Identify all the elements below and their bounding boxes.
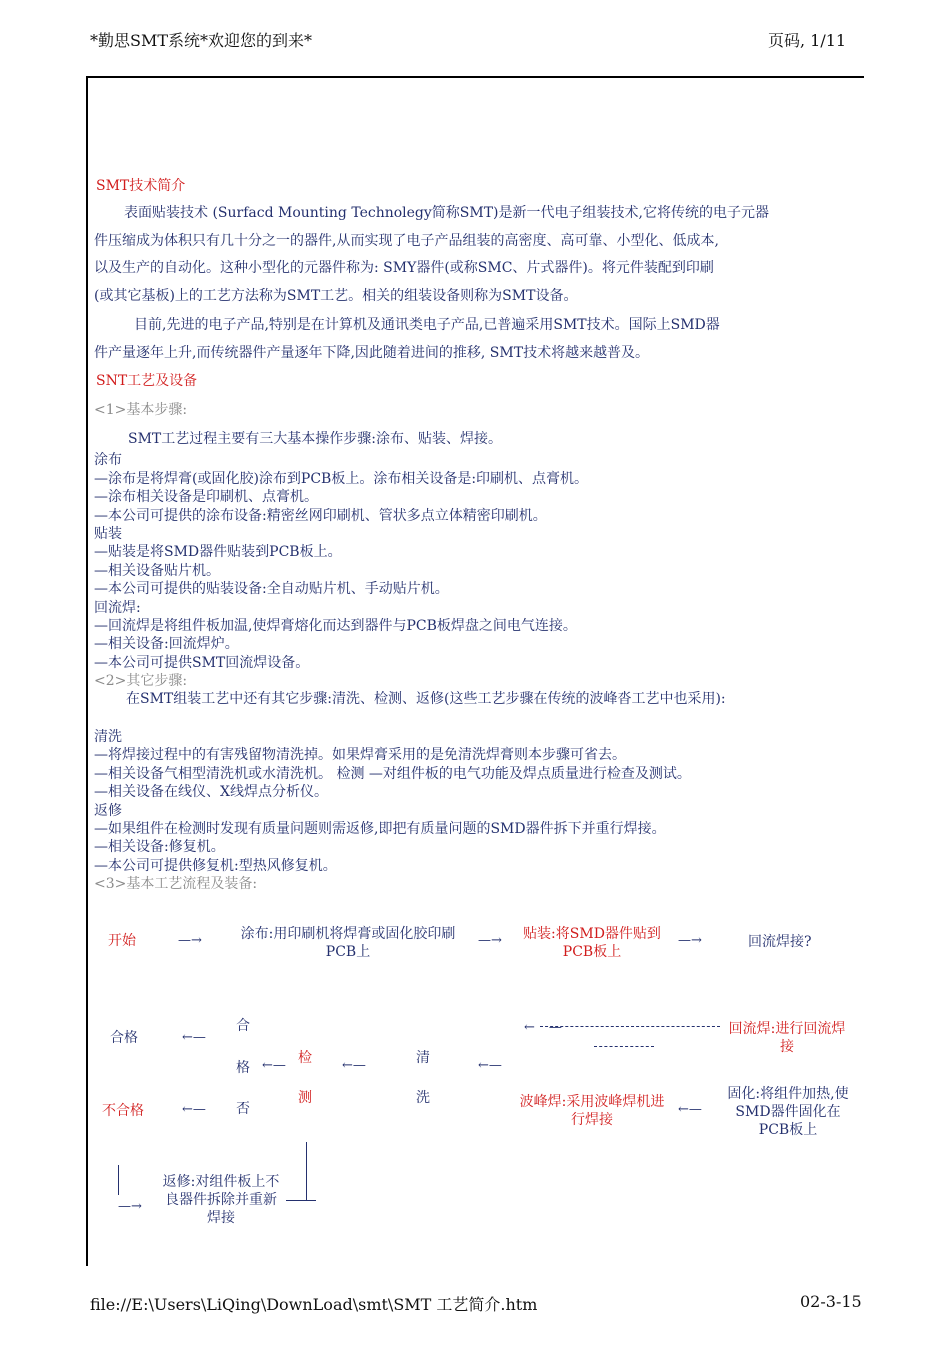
flow-coat: 涂布:用印刷机将焊膏或固化胶印刷PCB上 bbox=[240, 926, 456, 960]
flow-connector-line bbox=[306, 1142, 307, 1200]
body-line: —贴装是将SMD器件贴装到PCB板上。 bbox=[94, 544, 342, 560]
body-line: —本公司可提供SMT回流焊设备。 bbox=[94, 655, 310, 671]
arrow-left-icon: ←— bbox=[678, 1102, 702, 1117]
arrow-left-icon: ←— bbox=[342, 1058, 366, 1073]
body-line: 清洗 bbox=[94, 729, 122, 745]
flow-start: 开始 bbox=[108, 933, 136, 949]
flow-connector-line bbox=[286, 1200, 316, 1201]
flow-clean: 清洗 bbox=[416, 1050, 430, 1106]
step2-label: <2>其它步骤: bbox=[94, 673, 188, 689]
body-line: —本公司可提供的涂布设备:精密丝网印刷机、管状多点立体精密印刷机。 bbox=[94, 508, 547, 524]
flow-reflow: 回流焊:进行回流焊接 bbox=[728, 1021, 846, 1055]
intro-paragraph-line: 表面贴装技术 (Surfacd Mounting Technolegy简称SMT)是新一代电子组装技术,它将传统的电子元器 bbox=[124, 205, 769, 221]
body-line: 贴装 bbox=[94, 526, 122, 542]
intro-paragraph-line: 件压缩成为体积只有几十分之一的器件,从而实现了电子产品组装的高密度、高可靠、小型化、低成本, bbox=[94, 233, 719, 249]
arrow-left-icon: ←— bbox=[524, 1020, 576, 1035]
arrow-left-icon: ←— bbox=[182, 1102, 206, 1117]
body-line: —将焊接过程中的有害残留物清洗掉。如果焊膏采用的是免清洗焊膏则本步骤可省去。 bbox=[94, 747, 626, 763]
body-line: —相关设备:修复机。 bbox=[94, 839, 225, 855]
flow-connector-line bbox=[540, 1026, 720, 1027]
arrow-left-icon: ←— bbox=[262, 1058, 286, 1073]
flow-wave: 波峰焊:采用波峰焊机进行焊接 bbox=[519, 1094, 665, 1128]
arrow-left-icon: ←— bbox=[182, 1030, 206, 1045]
body-line: 返修 bbox=[94, 803, 122, 819]
body-line: 涂布 bbox=[94, 452, 122, 468]
body-line: —本公司可提供的贴装设备:全自动贴片机、手动贴片机。 bbox=[94, 581, 449, 597]
intro-paragraph-line: 目前,先进的电子产品,特别是在计算机及通讯类电子产品,已普遍采用SMT技术。国际上SMD器 bbox=[134, 317, 720, 333]
flow-qualified-char: 格 bbox=[236, 1060, 250, 1076]
arrow-right-icon: —→ bbox=[478, 933, 502, 948]
intro-paragraph-line: (或其它基板)上的工艺方法称为SMT工艺。相关的组装设备则称为SMT设备。 bbox=[94, 288, 578, 304]
frame-left-rule bbox=[86, 76, 88, 1266]
body-line: —本公司可提供修复机:型热风修复机。 bbox=[94, 858, 337, 874]
body-line: —涂布是将焊膏(或固化胶)涂布到PCB板上。涂布相关设备是:印刷机、点膏机。 bbox=[94, 471, 589, 487]
page-number: 页码, 1/11 bbox=[768, 31, 847, 50]
body-line: —相关设备在线仪、X线焊点分析仪。 bbox=[94, 784, 328, 800]
flow-connector-line bbox=[118, 1165, 119, 1195]
body-line: —相关设备贴片机。 bbox=[94, 563, 220, 579]
intro-paragraph-line: 以及生产的自动化。这种小型化的元器件称为: SMY器件(或称SMC、片式器件)。将元件装配到印刷 bbox=[94, 260, 714, 276]
step1-intro: SMT工艺过程主要有三大基本操作步骤:涂布、贴装、焊接。 bbox=[128, 431, 502, 447]
footer-file-path: file://E:\Users\LiQing\DownLoad\smt\SMT 工艺简介.htm bbox=[90, 1295, 538, 1314]
flow-qualified-char: 否 bbox=[236, 1101, 250, 1117]
flow-mount: 贴装:将SMD器件贴到PCB板上 bbox=[523, 926, 661, 960]
section-heading-intro: SMT技术简介 bbox=[96, 178, 186, 194]
body-line: —相关设备:回流焊炉。 bbox=[94, 636, 239, 652]
body-line: —涂布相关设备是印刷机、点膏机。 bbox=[94, 489, 318, 505]
body-line: 回流焊: bbox=[94, 600, 141, 616]
arrow-right-icon: —→ bbox=[118, 1199, 142, 1214]
flow-connector-line bbox=[594, 1046, 654, 1047]
flow-pass: 合格 bbox=[110, 1030, 138, 1046]
flow-repair: 返修:对组件板上不良器件拆除并重新焊接 bbox=[162, 1174, 280, 1226]
intro-paragraph-line: 件产量逐年上升,而传统器件产量逐年下降,因此随着进间的推移, SMT技术将越来越普及。 bbox=[94, 345, 650, 361]
flow-inspect: 检测 bbox=[298, 1050, 312, 1106]
arrow-right-icon: —→ bbox=[678, 933, 702, 948]
flow-cure: 固化:将组件加热,使SMD器件固化在PCB板上 bbox=[727, 1086, 849, 1138]
arrow-left-icon: ←— bbox=[478, 1058, 502, 1073]
step2-intro: 在SMT组装工艺中还有其它步骤:清洗、检测、返修(这些工艺步骤在传统的波峰沓工艺中也采用): bbox=[126, 691, 726, 707]
footer-date: 02-3-15 bbox=[800, 1292, 862, 1311]
flow-fail: 不合格 bbox=[102, 1103, 144, 1119]
flow-reflow-question: 回流焊接? bbox=[748, 934, 812, 950]
body-line: —如果组件在检测时发现有质量问题则需返修,即把有质量问题的SMD器件拆下并重行焊接。 bbox=[94, 821, 666, 837]
body-line: —相关设备气相型清洗机或水清洗机。 检测 —对组件板的电气功能及焊点质量进行检查及测试。 bbox=[94, 766, 691, 782]
step1-label: <1>基本步骤: bbox=[94, 402, 188, 418]
step3-label: <3>基本工艺流程及装备: bbox=[94, 876, 258, 892]
flow-qualified-char: 合 bbox=[236, 1018, 250, 1034]
arrow-right-icon: —→ bbox=[178, 933, 202, 948]
section-heading-process: SNT工艺及设备 bbox=[96, 373, 198, 389]
body-line: —回流焊是将组件板加温,使焊膏熔化而达到器件与PCB板焊盘之间电气连接。 bbox=[94, 618, 577, 634]
header-title: *勤思SMT系统*欢迎您的到来* bbox=[90, 31, 313, 50]
frame-top-rule bbox=[86, 76, 864, 78]
